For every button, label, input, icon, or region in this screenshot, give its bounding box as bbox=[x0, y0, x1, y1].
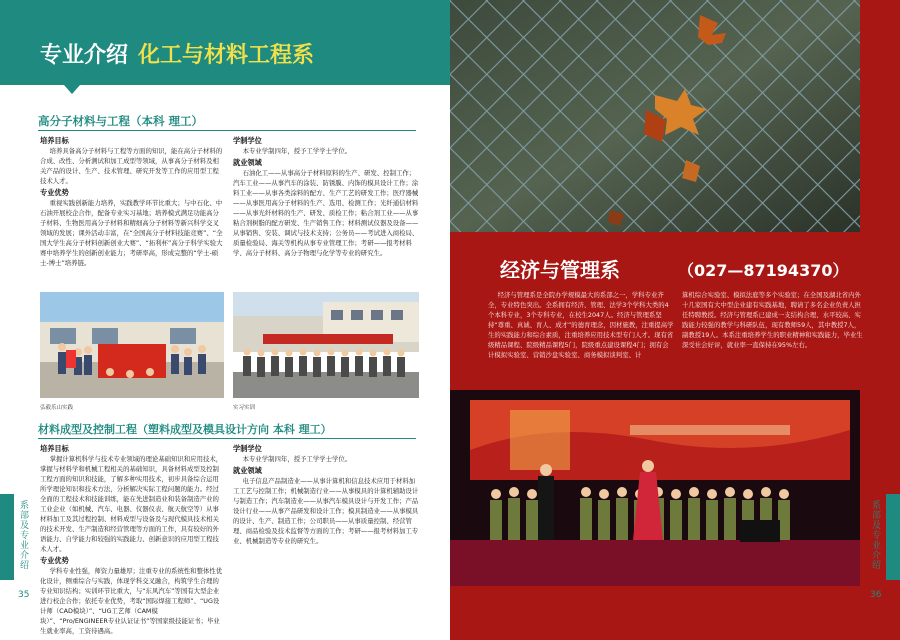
header-pointer bbox=[64, 85, 80, 94]
program1-advantage-heading: 专业优势 bbox=[40, 188, 69, 197]
economics-phone: （027—87194370） bbox=[678, 261, 849, 280]
program1-jobs-heading: 就业领域 bbox=[233, 158, 262, 167]
program1-goal-heading: 培养目标 bbox=[40, 136, 69, 145]
page-number-right: 36 bbox=[870, 590, 882, 600]
program1-title: 高分子材料与工程（本科 理工） bbox=[38, 114, 204, 128]
economics-title: 经济与管理系 bbox=[500, 258, 620, 282]
economics-intro-text-1: 经济与管理系是全院办学规模最大的系部之一，学科专业齐全，专业特色突出。全系拥有经济、管理、法学3个学科大类的4个本科专业，3个专科专业，在校生2047人。经济与管理系坚持“尊重、真诚、育人、成才”的德育理念，因材施教，注重提高学生的实践能力和综合素质，注重培养应用技术型专门人才。现有省级精品课程、院级精品课程5门，院级重点建设课程4门；拥有会计模拟实验室、营销沙盘实验室、商务模拟谈判室、计 bbox=[488, 291, 674, 359]
side-label-right: 系部及专业介绍 bbox=[870, 500, 880, 570]
program1-divider bbox=[38, 130, 416, 131]
program2-system-heading: 学制学位 bbox=[233, 444, 262, 453]
program1-advantage-text: 重视实践创新能力培养，实践教学环节比重大；与中石化、中石油开展校企合作，配备专业实习基地；培养模式满足功能高分子材料、生物医用高分子材料和精细高分子材料等新兴科学交叉领域的发展；课外活动丰富，在“全国高分子材料技能竞赛”、“全国大学生高分子材料创新创业大赛”、“拓利杯”高分子科学实验大赛中培养学生的创新创业能力；考研率高，形成完整的“学士-硕士-博士”培养链。 bbox=[40, 199, 223, 267]
page-number-left: 35 bbox=[18, 590, 30, 600]
program2-jobs-text: 电子信息产品制造业——从事计算机和信息技术应用于材料加工工艺与控制工作；机械制造行业——从事模具的计算机辅助设计与制造工作；汽车制造业——从事汽车模具设计与开发工作；产品设计行业——从事产品研发和设计工作；模具制造业——从事模具的设计、生产、制造工作；公司职员——从事质量控制、经营管理、商品检验及技术监督等方面的工作；考研——报考材料加工专业、机械制造等专业的研究生。 bbox=[233, 477, 419, 545]
program2-divider bbox=[38, 438, 416, 439]
program1-system-text: 本专业学制四年，授予工学学士学位。 bbox=[242, 147, 352, 155]
program1-jobs-text: 石油化工——从事高分子材料原料的生产、研发、控制工作；汽车工业——从事汽车的涂装、防锈膜、内饰的模具设计工作；涂料工业——从事各类涂料的配方、生产工艺的研发工作；医疗器械——从事医用高分子材料的生产、选用、检测工作；光纤通信材料——从事光纤材料的生产、研发、质检工作；粘合剂工业——从事粘合剂树脂的配方研发、生产销售工作；材料测试仪器及设备——从事销售、安装、调试与技术支持；公务员——考试进入商检局、质量检验局、海关等机构从事专业管理工作；考研——报考材料学、高分子材料、高分子物理与化学等专业的研究生。 bbox=[233, 169, 419, 257]
caption-practice: 弘毅乐山实践 bbox=[40, 405, 74, 411]
caption-training: 实习实训 bbox=[233, 405, 256, 411]
photo-fence-leaves bbox=[450, 0, 860, 232]
side-label-left: 系部及专业介绍 bbox=[18, 500, 28, 570]
program2-goal-text: 掌握计算机科学与技术专业领域的理论基础知识和应用技术，掌握与材料学和机械工程相关的基础知识，具备材料成型及控制工程方面的知识和技能，了解多种实用技术，初步具备综合运用所学理论知识和技术方法，分析解决实际工程问题的能力。经过全面的工程技术和技能训练，能在先进制造业和装备制造产业的工业企业（如机械、汽车、电器、仪器仪表、航天航空等）从事材料加工及其过程控制、材料成型与设备及与现代模具技术相关的技术开发、生产制造和经营管理等方面的工作，具有较好的外语能力、自学能力和较强的实践能力、创新意识的应用型工程技术人才。 bbox=[40, 455, 223, 553]
program1-system-heading: 学制学位 bbox=[233, 136, 262, 145]
photo-training bbox=[233, 292, 419, 398]
photo-practice bbox=[40, 292, 224, 398]
side-tab-right bbox=[886, 494, 900, 580]
program1-col-left bbox=[40, 134, 224, 268]
program2-goal-heading: 培养目标 bbox=[40, 444, 69, 453]
title-department: 化工与材料工程系 bbox=[138, 43, 315, 68]
side-tab-left bbox=[0, 494, 14, 580]
photo-stage-performance bbox=[450, 390, 860, 586]
title-prefix: 专业介绍 bbox=[40, 43, 129, 68]
program2-jobs-heading: 就业领域 bbox=[233, 466, 262, 475]
header-band bbox=[0, 0, 450, 85]
page-title bbox=[40, 38, 314, 69]
program2-advantage-text: 学科专业性强，师资力量雄厚；注重专业的系统性和整体性优化设计，侧重综合与实践，体现学科交叉融合，构筑学生合理的专业知识结构；实训环节比重大，与“东风汽车”等国有大型企业进行校企合作；依托专业优势，考取“国际焊接工程师”、“UG设计师（CAD模块）”、“UG工艺师（CAM模块）”、“Pro/ENGINEER专业认证证书”等国家级技能证书；毕业生就业率高，工资待遇高。 bbox=[40, 567, 223, 635]
program2-col-left bbox=[40, 442, 224, 636]
economics-intro-right bbox=[682, 290, 864, 350]
program2-col-right bbox=[233, 442, 419, 546]
economics-intro-left bbox=[488, 290, 674, 360]
program2-title: 材料成型及控制工程（塑料成型及模具设计方向 本科 理工） bbox=[38, 423, 332, 436]
right-page bbox=[450, 0, 900, 640]
program1-col-right bbox=[233, 134, 419, 258]
program1-goal-text: 培养具备高分子材料与工程等方面的知识，能在高分子材料的合成、改性、分析测试和加工成型等领域，从事高分子材料及相关产品的设计、生产、技术管理、研究开发等工作的应用型工程技术人才。 bbox=[40, 147, 223, 185]
economics-intro-text-2: 算机综合实验室、模拟法庭等多个实验室；在全国及湖北省内外十几家国有大中型企业建有实践基地，聘请了多名企业负责人担任特聘教授。经济与管理系已建成一支结构合理、水平较高、实践能力较强的教学与科研队伍，现有教师59人，其中教授7人，副教授19人。本系注重培养学生的职业精神和实践能力，毕业生深受社会好评，就业率一直保持在95%左右。 bbox=[682, 291, 863, 349]
program2-system-text: 本专业学制四年，授予工学学士学位。 bbox=[242, 455, 352, 463]
program2-advantage-heading: 专业优势 bbox=[40, 556, 69, 565]
